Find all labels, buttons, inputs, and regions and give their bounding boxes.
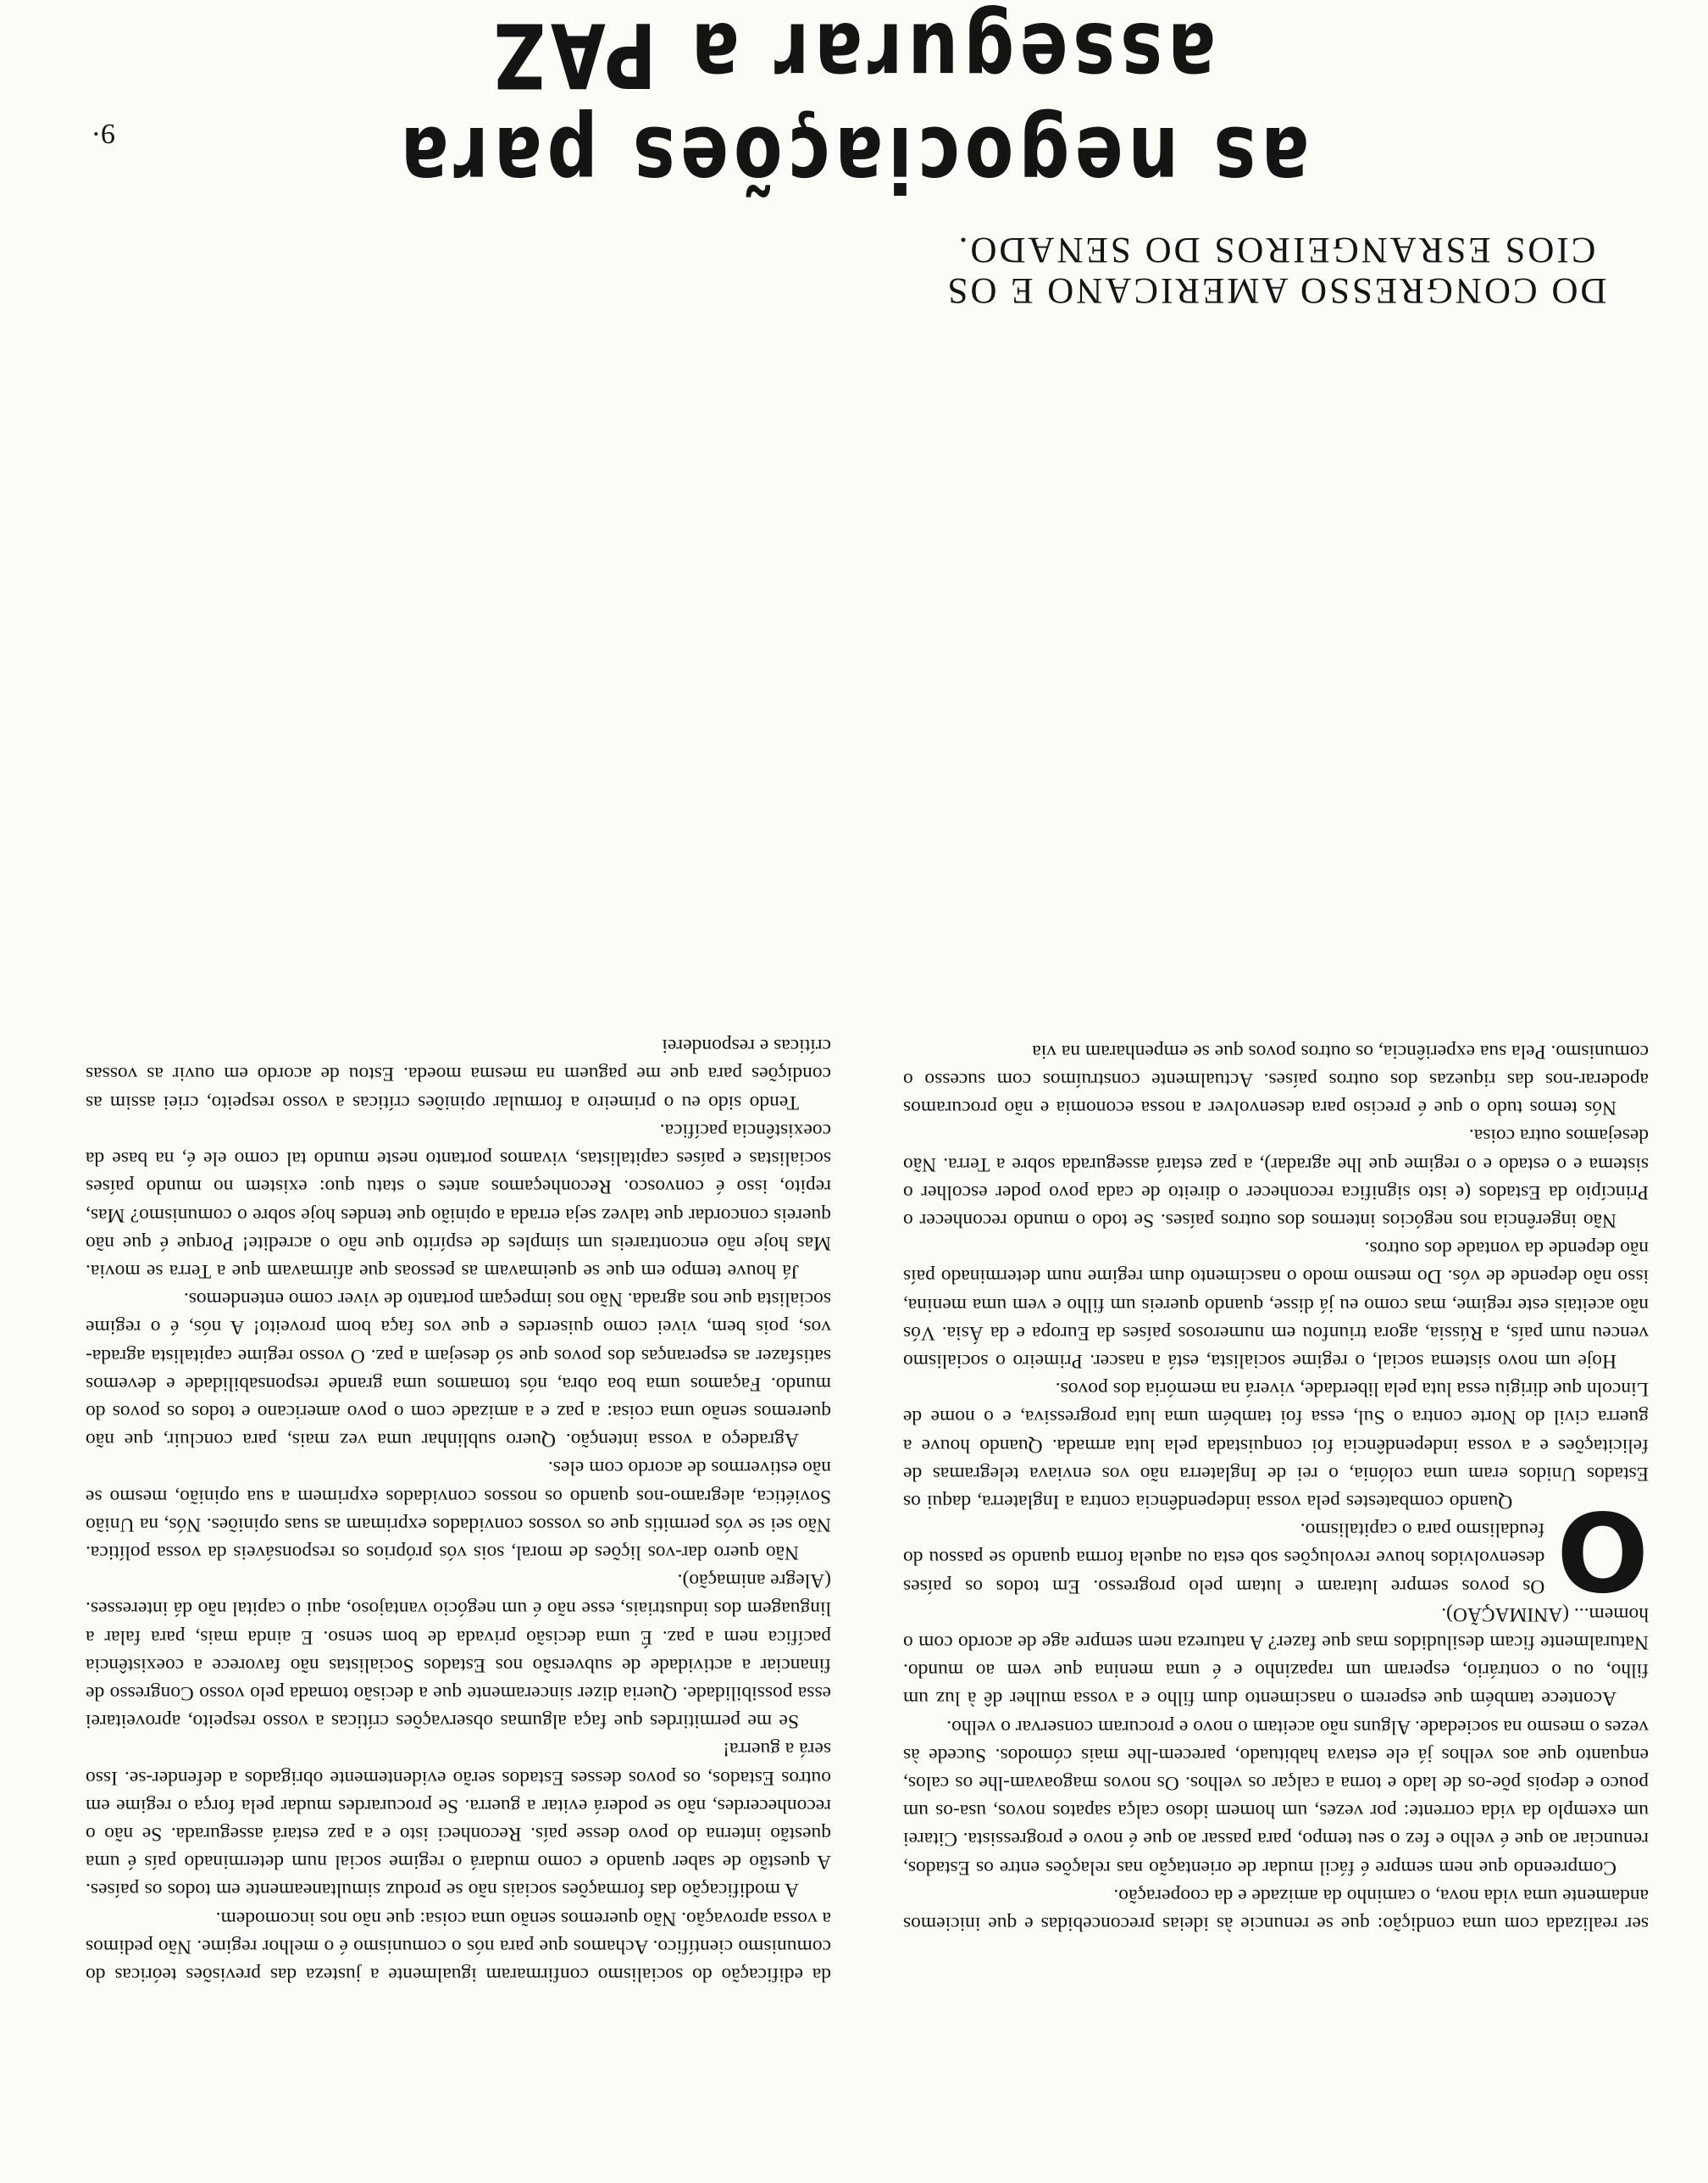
paragraph-text: Os povos sempre lutaram e lutam pelo progresso. Em todos os países desenvolvidos houve revoluções sob esta ou aquela forma quando se passou do feudalismo para o capitalismo. [903,1519,1545,1597]
subheadline: DO CONGRESSO AMERICANO E OS CIOS ESRANGEIROS DO SENADO. [945,230,1607,310]
drop-cap: O [1556,1486,1649,1613]
paragraph: ser realizada com uma condição: que se renuncie às ideias preconcebidas e que iniciemos andamente uma vida nova, o caminho da amizade e da cooperação. [903,1884,1649,1935]
left-article-column [903,319,1649,1937]
paragraph: Nós temos tudo o que é preciso para desenvolver a nossa economia e não procuramos apoderar-nos das riquezas dos outros países. Actualmente construímos com sucesso o comunismo. Pela sua experiência, os outros povos que se empenharam na via [903,1040,1649,1119]
paragraph: da edificação do socialismo confirmaram igualmente a justeza das previsões teóricas do comunismo científico. Achamos que para nós o comunismo é o melhor regime. Não pedimos a vossa aprovação. Não queremos senão uma coisa: que não nos incomodem. [86,1907,831,1986]
paragraph: Se me permitirdes que faça algumas observações críticas a vosso respeito, aproveitarei essa possibilidade. Queria dizer sinceramente que a decisão tomada pelo vosso Congresso de financiar a actividade de subversão nos Estados Socialistas não favorece a coexistência pacífica nem a paz. É uma decisão privada de bom senso. E ainda mais, para falar a linguagem dos industriais, esse não é um negócio vantajoso, aqui o capital não dá interesses. (Alegre animação). [86,1569,831,1733]
paragraph: Quando combatestes pela vossa independência contra a Inglaterra, daqui os Estados Unidos eram uma colónia, o rei de Inglaterra não vos enviava telegramas de felicitações e a vossa independência foi conquistada pela luta armada. Quando houve a guerra civil do Norte contra o Sul, essa foi também uma luta progressiva, e o nome de Lincoln que dirigiu essa luta pela liberdade, viverá na memória dos povos. [903,1378,1649,1513]
paragraph-with-drop-cap [903,1486,1649,1613]
paragraph: Acontece também que esperem o nascimento dum filho e a vossa mulher dê à luz um filho, ou o contrário, esperam um rapazinho e é uma menina que vem ao mundo. Naturalmente ficam desiludidos mas que fazer? A natureza nem sempre age de acordo com o homem... (ANIMAÇÃO). [903,1603,1649,1710]
paragraph: Agradeço a vossa intenção. Quero sublinhar uma vez mais, para concluir, que não queremos senão uma coisa: a paz e a amizade com o povo americano e todos os povos do mundo. Façamos uma boa obra, nós tomamos uma grande responsabilidade e devemos satisfazer as esperanças dos povos que só desejam a paz. O vosso regime capitalista agrada-vos, pois bem, vivei como quiserdes e que vos faça bom proveito! A nós, é o regime socialista que nos agrada. Não nos impeçam portanto de viver como entendemos. [86,1288,831,1452]
paragraph: Não quero dar-vos lições de moral, sois vós próprios os responsáveis da vossa política. Não sei se vós permitis que os vossos convidados exprimam as suas opiniões. Nós, na União Soviética, alegramo-nos quando os nossos convidados exprimem a sua opinião, mesmo se não estivermos de acordo com eles. [86,1457,831,1564]
paragraph: Compreendo que nem sempre é fácil mudar de orientação nas relações entre os Estados, renunciar ao que é velho e fez o seu tempo, para passar ao que é novo e progressista. Citarei um exemplo da vida corrente: por vezes, um homem idoso calça sapatos novos, usa-os um pouco e depois põe-os de lado e torna a calçar os velhos. Os novos magoavam-lhe os calos, enquanto que aos velhos já ele estava habituado, parecem-lhe mais cómodos. Sucede às vezes o mesmo na sociedade. Alguns não aceitam o novo e procuram conservar o velho. [903,1715,1649,1879]
right-article-column [86,259,831,1988]
paragraph: Já houve tempo em que se queimavam as pessoas que afirmavam que a Terra se movia. Mas hoje não encontrareis um simples de espírito que não o acredite! Porque é que não quereis concordar que talvez seja errada a opinião que tendes hoje sobre o comunismo? Mas, repito, isso é convosco. Reconheçamos antes o statu quo: existem no mundo países socialistas e países capitalistas, vivamos portanto neste mundo tal como ele é, na base da coexistência pacífica. [86,1119,831,1282]
paragraph: Tendo sido eu o primeiro a formular opiniões críticas a vosso respeito, criei assim as condições para que me paguem na mesma moeda. Estou de acordo em ouvir as vossas críticas e responderei [86,1035,831,1114]
headline: as negociações para assegurar a PAZ [395,3,1310,211]
paragraph: Não ingerência nos negócios internos dos outros países. Se todo o mundo reconhecer o Princípio da Estados (e isto significa reconhecer o direito de cada povo poder escolher o sistema e o estado e o regime que lhe agradar), a paz estará assegurada sobre a Terra. Não desejamos outra coisa. [903,1125,1649,1231]
page-number: 9· [91,118,115,149]
paragraph: A modificação das formações sociais não se produz simultaneamente em todos os países. A questão de saber quando e como mudará o regime social num determinado país é uma questão interna do povo desse país. Reconheci isto e a paz estará assegurada. Se não o reconhecerdes, não se poderá evitar a guerra. Se procurardes mudar pela força o regime em outros Estados, os povos desses Estados serão evidentemente obrigados a defender-se. Isso será a guerra! [86,1738,831,1902]
paragraph: Hoje um novo sistema social, o regime socialista, está a nascer. Primeiro o socialismo venceu num país, a Rússia, agora triunfou em numerosos países da Europa e da Ásia. Vós não aceitais este regime, mas como eu já disse, quando quereis um filho e vem uma menina, isso não depende de vós. Do mesmo modo o nascimento dum regime num determinado país não depende da vontade dos outros. [903,1237,1649,1372]
